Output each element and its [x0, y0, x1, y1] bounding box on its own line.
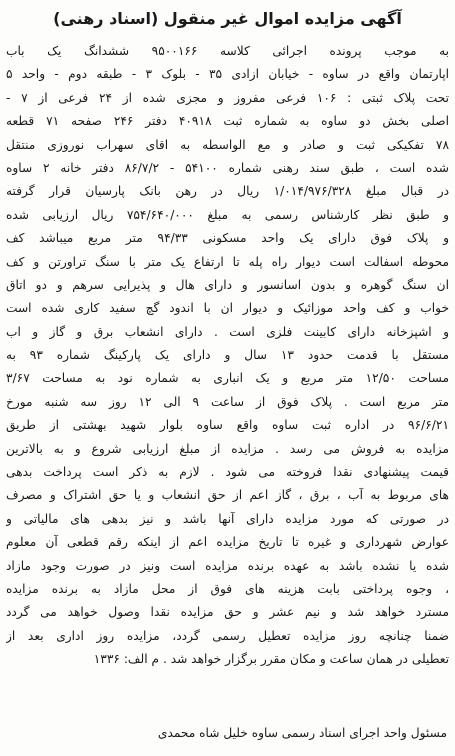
notice-line: مزایده به فروش می رسد . مزایده از مبلغ ارزیابی شروع و به بالاترین — [6, 441, 449, 456]
notice-line: مساحت ۱۲/۵۰ متر مربع و یک انباری به شماره نود به مساحت ۳/۶۷ — [6, 371, 449, 386]
notice-line: ۹۶/۶/۲۱ در اداره ثبت ساوه واقع ساوه بلوار شهید بهشتی از طریق — [6, 418, 449, 433]
notice-line: ضمنا چنانچه روز مزایده تعطیل رسمی گردد، مزایده روز اداری بعد از — [6, 628, 449, 643]
notice-line: به موجب پرونده اجرائی کلاسه ۹۵۰۰۱۶۶ ششدانگ یک باب — [6, 44, 449, 58]
notice-signature: مسئول واحد اجرای اسناد رسمی ساوه خلیل شاه محمدی — [157, 726, 447, 740]
notice-line: در صورتی که مورد مزایده دارای آنها باشد و نیز بدهی های مالیاتی و — [6, 511, 449, 526]
notice-line: ، وجوه پرداختی بابت هزینه های فوق از محل مازاد به برنده مزایده — [6, 581, 449, 596]
notice-line: تحت پلاک ثبتی : ۱۰۶ فرعی مفروز و مجزی شده از ۲۴ فرعی از ۷ - — [6, 90, 449, 105]
notice-title: آگهی مزایده اموال غیر منقول (اسناد رهنی) — [53, 9, 402, 28]
notice-line: در قبال مبلغ ۱/۰۱۴/۹۷۶/۳۲۸ ریال در رهن بانک پارسیان قرار گرفته — [6, 184, 449, 199]
notice-line: تعطیلی در همان ساعت و مکان مقرر برگزار خواهد شد . م الف: ۱۳۳۶ — [93, 652, 449, 667]
notice-line: اپارتمان واقع در ساوه - خیابان ازادی ۳۵ - بلوک ۳ - طبقه دوم - واحد ۵ — [6, 67, 449, 82]
notice-line: ۷۸ تفکیکی ثبت و صادر و مع الواسطه به اقای سهراب نوروزی منتقل — [6, 137, 449, 152]
notice-line: شده است ، طبق سند رهنی شماره ۵۴۱۰۰ - ۸۶/۷/۲ دفتر خانه ۲ ساوه — [6, 160, 449, 175]
notice-line: و طبق نظر کارشناس رسمی به مبلغ ۷۵۴/۶۴۰/۰۰۰ ریال ارزیابی شده — [6, 207, 449, 222]
notice-line: و پلاک فوق دارای یک واحد مسکونی ۹۴/۳۳ متر مربع میباشد کف — [6, 231, 449, 246]
notice-line: شده یا نشده باشد به عهده برنده مزایده است ونیز در صورت وجود مازاد — [6, 558, 449, 573]
notice-line: مستقل با قدمت حدود ۱۳ سال و دارای یک پارکینگ شماره ۹۳ به — [6, 348, 449, 363]
notice-line: و اشپزخانه دارای کابینت فلزی است . دارای انشعاب برق و گاز و اب — [6, 324, 449, 339]
notice-line: عوارض شهرداری و غیره تا تاریخ مزایده اعم از اینکه رقم قطعی آن معلوم — [6, 535, 449, 550]
notice-line: متر مربع است . پلاک فوق از ساعت ۹ الی ۱۲ روز سه شنبه مورخ — [6, 394, 449, 409]
notice-line: محوطه اسفالت است دیوار راه پله تا ارتفاع یک متر با سنگ تراورتن و کف — [6, 254, 449, 269]
notice-line: قیمت پیشنهادی نقدا فروخته می شود . لازم به ذکر است پرداخت بدهی — [6, 465, 449, 480]
notice-line: ان سنگ گوهره و بدون اسانسور و دارای هال و پذیرایی سرهم و دو اتاق — [6, 277, 449, 292]
notice-line: مسترد خواهد شد و نیم عشر و حق مزایده نقدا وصول خواهد می گردد — [6, 605, 449, 620]
notice-line: خواب و کف واحد موزائیک و دیوار ان با اندود گچ سفید کاری شده است — [6, 301, 449, 316]
notice-body — [6, 40, 449, 672]
notice-line: اصلی بخش دو ساوه به شماره ثبت ۴۰۹۱۸ دفتر ۲۴۶ صفحه ۷۱ قطعه — [6, 114, 449, 129]
notice-line: های مربوط به آب ، برق ، گاز اعم از حق انشعاب و یا حق اشتراک و مصرف — [6, 488, 449, 503]
